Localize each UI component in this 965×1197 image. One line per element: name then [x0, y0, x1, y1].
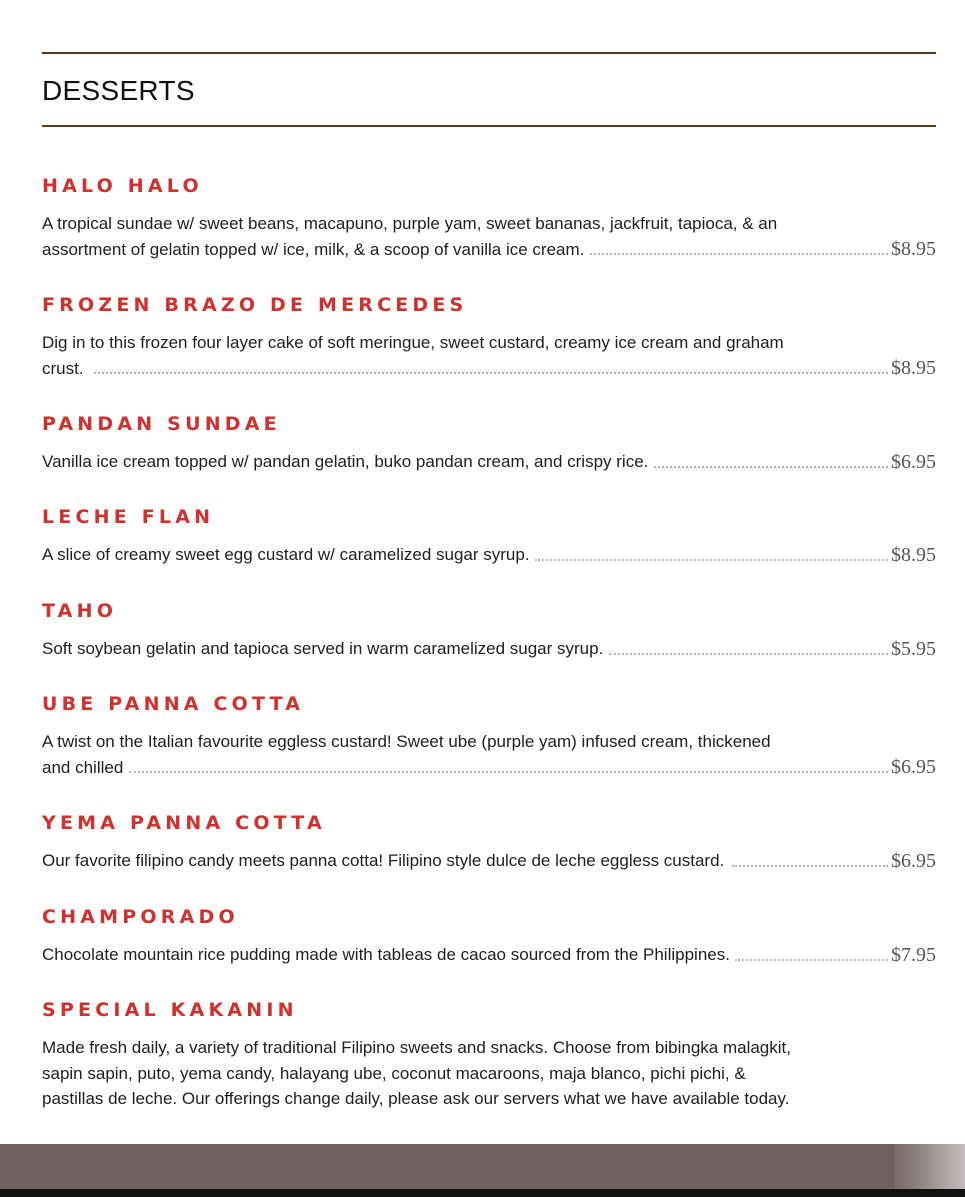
item-name: TAHO: [42, 600, 118, 622]
item-price: $6.95: [891, 756, 936, 778]
section-title: DESSERTS: [42, 75, 195, 106]
item-description: A twist on the Italian favourite eggless custard! Sweet ube (purple yam) infused cream, thickened and chilled: [42, 732, 771, 777]
footer-band: [0, 1144, 965, 1189]
menu-item-halo-halo: [42, 175, 936, 262]
section-bottom-divider: [42, 125, 936, 127]
item-price: $8.95: [891, 543, 936, 566]
item-description: Made fresh daily, a variety of traditional Filipino sweets and snacks. Choose from bibingka malagkit, sapin sapin, puto, yema candy, halayang ube, coconut macaroons, maja blanco, pichi pichi, & pastillas de leche. Our offerings change daily, please ask our servers what we have available today.: [42, 1038, 791, 1108]
item-price: $7.95: [891, 943, 936, 966]
item-row: [42, 848, 936, 874]
menu-item-ube-panna-cotta: [42, 693, 936, 780]
item-row: [42, 211, 936, 262]
menu-item-pandan-sundae: [42, 413, 936, 475]
menu-item-champorado: [42, 906, 936, 968]
menu-item-frozen-brazo-de-mercedes: [42, 294, 936, 381]
item-name: LECHE FLAN: [42, 506, 215, 528]
item-price: $6.95: [891, 450, 936, 473]
dotted-leader: [94, 371, 888, 374]
item-name: UBE PANNA COTTA: [42, 693, 305, 715]
item-row: [42, 636, 936, 662]
dotted-leader: [732, 864, 888, 867]
dotted-leader: [129, 770, 888, 773]
item-name: HALO HALO: [42, 175, 203, 197]
item-row: [42, 729, 936, 780]
item-name: SPECIAL KAKANIN: [42, 999, 298, 1021]
item-row: [42, 542, 936, 568]
item-name: FROZEN BRAZO DE MERCEDES: [42, 294, 468, 316]
item-description: Chocolate mountain rice pudding made with tableas de cacao sourced from the Philippines.: [42, 945, 730, 964]
item-price: $5.95: [891, 637, 936, 660]
section-top-divider: [42, 52, 936, 54]
dotted-leader: [590, 252, 888, 255]
item-name: PANDAN SUNDAE: [42, 413, 281, 435]
dotted-leader: [735, 958, 888, 961]
footer-bar: [0, 1189, 965, 1197]
item-name: YEMA PANNA COTTA: [42, 812, 326, 834]
menu-item-special-kakanin: [42, 999, 936, 1112]
item-row: [42, 1035, 936, 1112]
item-description: A slice of creamy sweet egg custard w/ caramelized sugar syrup.: [42, 545, 530, 564]
item-price: $8.95: [891, 357, 936, 379]
menu-item-yema-panna-cotta: [42, 812, 936, 874]
item-description: Our favorite filipino candy meets panna cotta! Filipino style dulce de leche eggless custard.: [42, 851, 725, 870]
item-description: Vanilla ice cream topped w/ pandan gelatin, buko pandan cream, and crispy rice.: [42, 452, 649, 471]
dotted-leader: [535, 558, 888, 561]
item-description: A tropical sundae w/ sweet beans, macapuno, purple yam, sweet bananas, jackfruit, tapioca, & an assortment of gelatin topped w/ ice, milk, & a scoop of vanilla ice cream.: [42, 214, 778, 259]
item-description: Soft soybean gelatin and tapioca served in warm caramelized sugar syrup.: [42, 639, 604, 658]
item-row: [42, 330, 936, 381]
dotted-leader: [654, 465, 888, 468]
footer-gradient-decoration: [895, 1144, 965, 1189]
item-price: $6.95: [891, 849, 936, 872]
item-description: Dig in to this frozen four layer cake of soft meringue, sweet custard, creamy ice cream and graham crust.: [42, 333, 784, 378]
item-price: $8.95: [891, 238, 936, 260]
item-row: [42, 449, 936, 475]
item-row: [42, 942, 936, 968]
item-name: CHAMPORADO: [42, 906, 239, 928]
menu-item-leche-flan: [42, 506, 936, 568]
dotted-leader: [609, 652, 888, 655]
menu-item-taho: [42, 600, 936, 662]
